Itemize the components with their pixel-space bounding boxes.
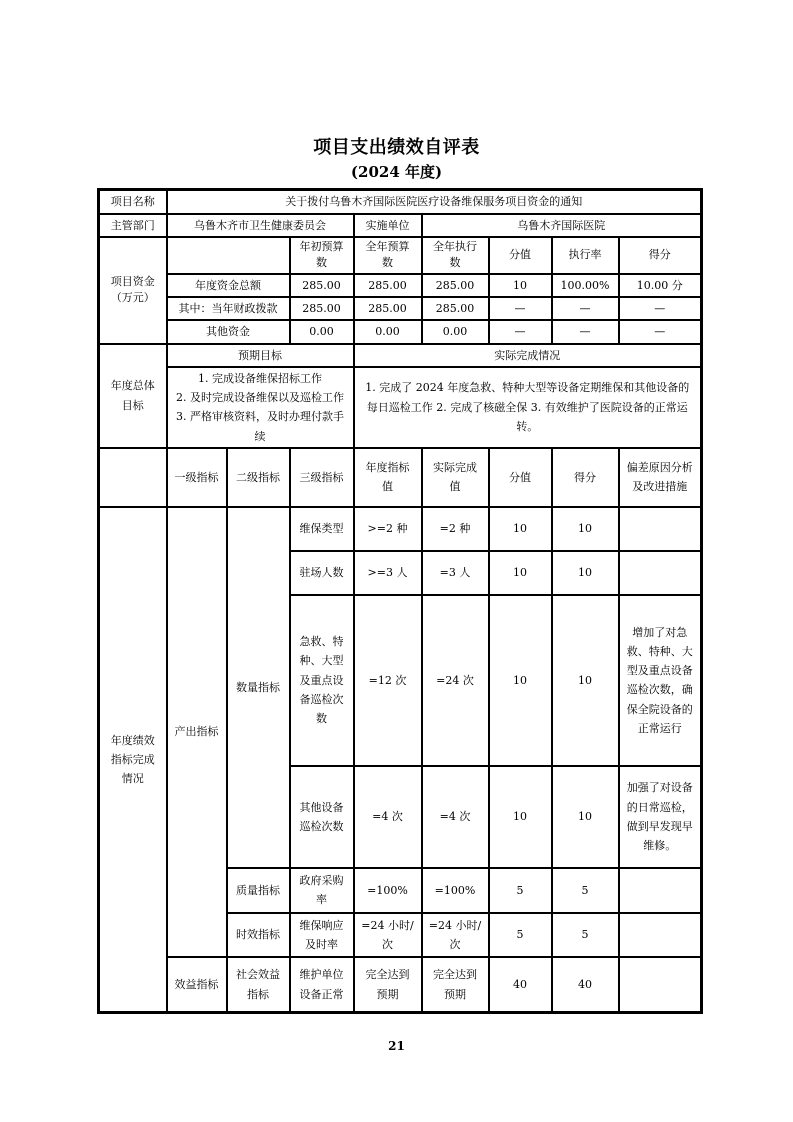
indicator-l3-cell: 维护单位设备正常 [290, 957, 354, 1013]
goal-expected-line1: 1. 完成设备维保招标工作 [198, 371, 322, 385]
goal-expected-content-cell [167, 367, 354, 448]
funding-row-label: 其他资金 [167, 320, 290, 343]
impl-label-cell: 实施单位 [354, 214, 422, 237]
funding-cell: — [619, 297, 702, 320]
page-number: 21 [388, 1039, 405, 1053]
indicator-deviation-cell [619, 868, 702, 913]
level2-quality-cell: 质量指标 [227, 868, 290, 913]
indicator-target-cell: >=3 人 [354, 551, 422, 595]
funding-cell: — [552, 297, 619, 320]
dept-value-cell: 乌鲁木齐市卫生健康委员会 [167, 214, 354, 237]
funding-cell: — [489, 297, 552, 320]
funding-cell: 0.00 [290, 320, 354, 343]
indicator-score-cell: 40 [489, 957, 552, 1013]
level2-quantity-cell: 数量指标 [227, 507, 290, 868]
indicator-target-cell: =12 次 [354, 595, 422, 766]
funding-cell: 285.00 [354, 274, 422, 297]
indicator-deviation-cell [619, 551, 702, 595]
funding-cell: 285.00 [290, 297, 354, 320]
funding-cell: 10.00 分 [619, 274, 702, 297]
indicator-score-cell: 10 [489, 595, 552, 766]
indicator-actual-cell: =2 种 [422, 507, 489, 551]
goal-row-header-line1: 年度总体 [110, 379, 155, 393]
self-evaluation-table [97, 188, 703, 1014]
indicator-actual-cell: =24 次 [422, 595, 489, 766]
indicator-score-cell: 10 [489, 766, 552, 868]
funding-cell: 285.00 [290, 274, 354, 297]
indicator-target-cell: >=2 种 [354, 507, 422, 551]
indicators-row-header-cell [99, 507, 167, 1013]
funding-cell: — [619, 320, 702, 343]
funding-row-label: 年度资金总额 [167, 274, 290, 297]
goal-expected-line2: 2. 及时完成设备维保以及巡检工作 [176, 391, 344, 404]
project-name-value-cell: 关于拨付乌鲁木齐国际医院医疗设备维保服务项目资金的通知 [167, 190, 702, 214]
indicator-header-level3: 三级指标 [290, 448, 354, 507]
impl-value-cell: 乌鲁木齐国际医院 [422, 214, 702, 237]
funding-blank-cell [167, 237, 290, 274]
indicator-deviation-cell: 增加了对急救、特种、大型及重点设备巡检次数，确保全院设备的正常运行 [619, 595, 702, 766]
funding-row-label: 其中：当年财政拨款 [167, 297, 290, 320]
indicator-header-actual: 实际完成值 [422, 448, 489, 507]
indicator-header-target: 年度指标值 [354, 448, 422, 507]
funding-col-header-score: 分值 [489, 237, 552, 274]
indicator-blank-cell [99, 448, 167, 507]
funding-row-header-cell [99, 237, 167, 344]
page-title: 项目支出绩效自评表 [313, 137, 480, 158]
funding-row-header-line2: （万元） [110, 291, 155, 305]
indicators-row-header-line3: 情况 [121, 772, 144, 786]
funding-col-header-annual-budget: 全年预算数 [354, 237, 422, 274]
level1-benefit-cell: 效益指标 [167, 957, 227, 1013]
funding-cell: 285.00 [422, 297, 489, 320]
indicator-target-cell: 完全达到预期 [354, 957, 422, 1013]
funding-cell: 10 [489, 274, 552, 297]
indicator-actual-cell: =4 次 [422, 766, 489, 868]
indicator-target-cell: =4 次 [354, 766, 422, 868]
indicator-header-level1: 一级指标 [167, 448, 227, 507]
indicator-target-cell: =100% [354, 868, 422, 913]
indicator-target-cell: =24 小时/次 [354, 913, 422, 957]
funding-cell: 285.00 [354, 297, 422, 320]
indicator-score-cell: 10 [489, 507, 552, 551]
indicator-deviation-cell [619, 913, 702, 957]
funding-col-header-rate: 执行率 [552, 237, 619, 274]
goal-expected-label-cell: 预期目标 [167, 344, 354, 367]
level2-timeliness-cell: 时效指标 [227, 913, 290, 957]
indicator-header-got: 得分 [552, 448, 619, 507]
page-subtitle: (2024 年度) [350, 163, 443, 181]
funding-cell: 0.00 [422, 320, 489, 343]
funding-row-header-line1: 项目资金 [110, 274, 155, 288]
indicator-l3-cell: 急救、特种、大型及重点设备巡检次数 [290, 595, 354, 766]
indicator-got-cell: 10 [552, 595, 619, 766]
goal-actual-label-cell: 实际完成情况 [354, 344, 702, 367]
dept-label-cell: 主管部门 [99, 214, 167, 237]
indicator-l3-cell: 其他设备巡检次数 [290, 766, 354, 868]
indicator-header-deviation: 偏差原因分析及改进措施 [619, 448, 702, 507]
indicator-deviation-cell: 加强了对设备的日常巡检，做到早发现早维修。 [619, 766, 702, 868]
indicator-header-level2: 二级指标 [227, 448, 290, 507]
indicator-header-score: 分值 [489, 448, 552, 507]
funding-cell: — [489, 320, 552, 343]
indicator-l3-cell: 政府采购率 [290, 868, 354, 913]
goal-row-header-cell [99, 344, 167, 448]
indicator-actual-cell: =100% [422, 868, 489, 913]
level2-social-cell: 社会效益指标 [227, 957, 290, 1013]
indicator-deviation-cell [619, 957, 702, 1013]
funding-cell: 285.00 [422, 274, 489, 297]
indicator-got-cell: 10 [552, 766, 619, 868]
indicator-deviation-cell [619, 507, 702, 551]
indicator-l3-cell: 驻场人数 [290, 551, 354, 595]
goal-row-header-line2: 目标 [121, 398, 144, 412]
indicator-actual-cell: =24 小时/次 [422, 913, 489, 957]
indicator-score-cell: 5 [489, 868, 552, 913]
indicator-got-cell: 10 [552, 551, 619, 595]
indicator-l3-cell: 维保响应及时率 [290, 913, 354, 957]
indicator-score-cell: 5 [489, 913, 552, 957]
goal-expected-line3: 3. 严格审核资料，及时办理付款手续 [176, 410, 344, 443]
funding-col-header-points: 得分 [619, 237, 702, 274]
indicators-row-header-line1: 年度绩效 [110, 733, 155, 747]
indicator-l3-cell: 维保类型 [290, 507, 354, 551]
level1-output-cell: 产出指标 [167, 507, 227, 957]
indicator-got-cell: 40 [552, 957, 619, 1013]
indicators-row-header-line2: 指标完成 [110, 752, 155, 766]
project-name-label-cell: 项目名称 [99, 190, 167, 214]
indicator-score-cell: 10 [489, 551, 552, 595]
funding-cell: 100.00% [552, 274, 619, 297]
indicator-actual-cell: =3 人 [422, 551, 489, 595]
funding-cell: — [552, 320, 619, 343]
indicator-got-cell: 5 [552, 868, 619, 913]
indicator-actual-cell: 完全达到预期 [422, 957, 489, 1013]
goal-actual-content-cell: 1. 完成了 2024 年度急救、特种大型等设备定期维保和其他设备的每日巡检工作 2. 完成了核磁全保 3. 有效维护了医院设备的正常运转。 [354, 367, 702, 448]
funding-col-header-annual-executed: 全年执行数 [422, 237, 489, 274]
funding-col-header-initial-budget: 年初预算数 [290, 237, 354, 274]
indicator-got-cell: 5 [552, 913, 619, 957]
funding-cell: 0.00 [354, 320, 422, 343]
indicator-got-cell: 10 [552, 507, 619, 551]
